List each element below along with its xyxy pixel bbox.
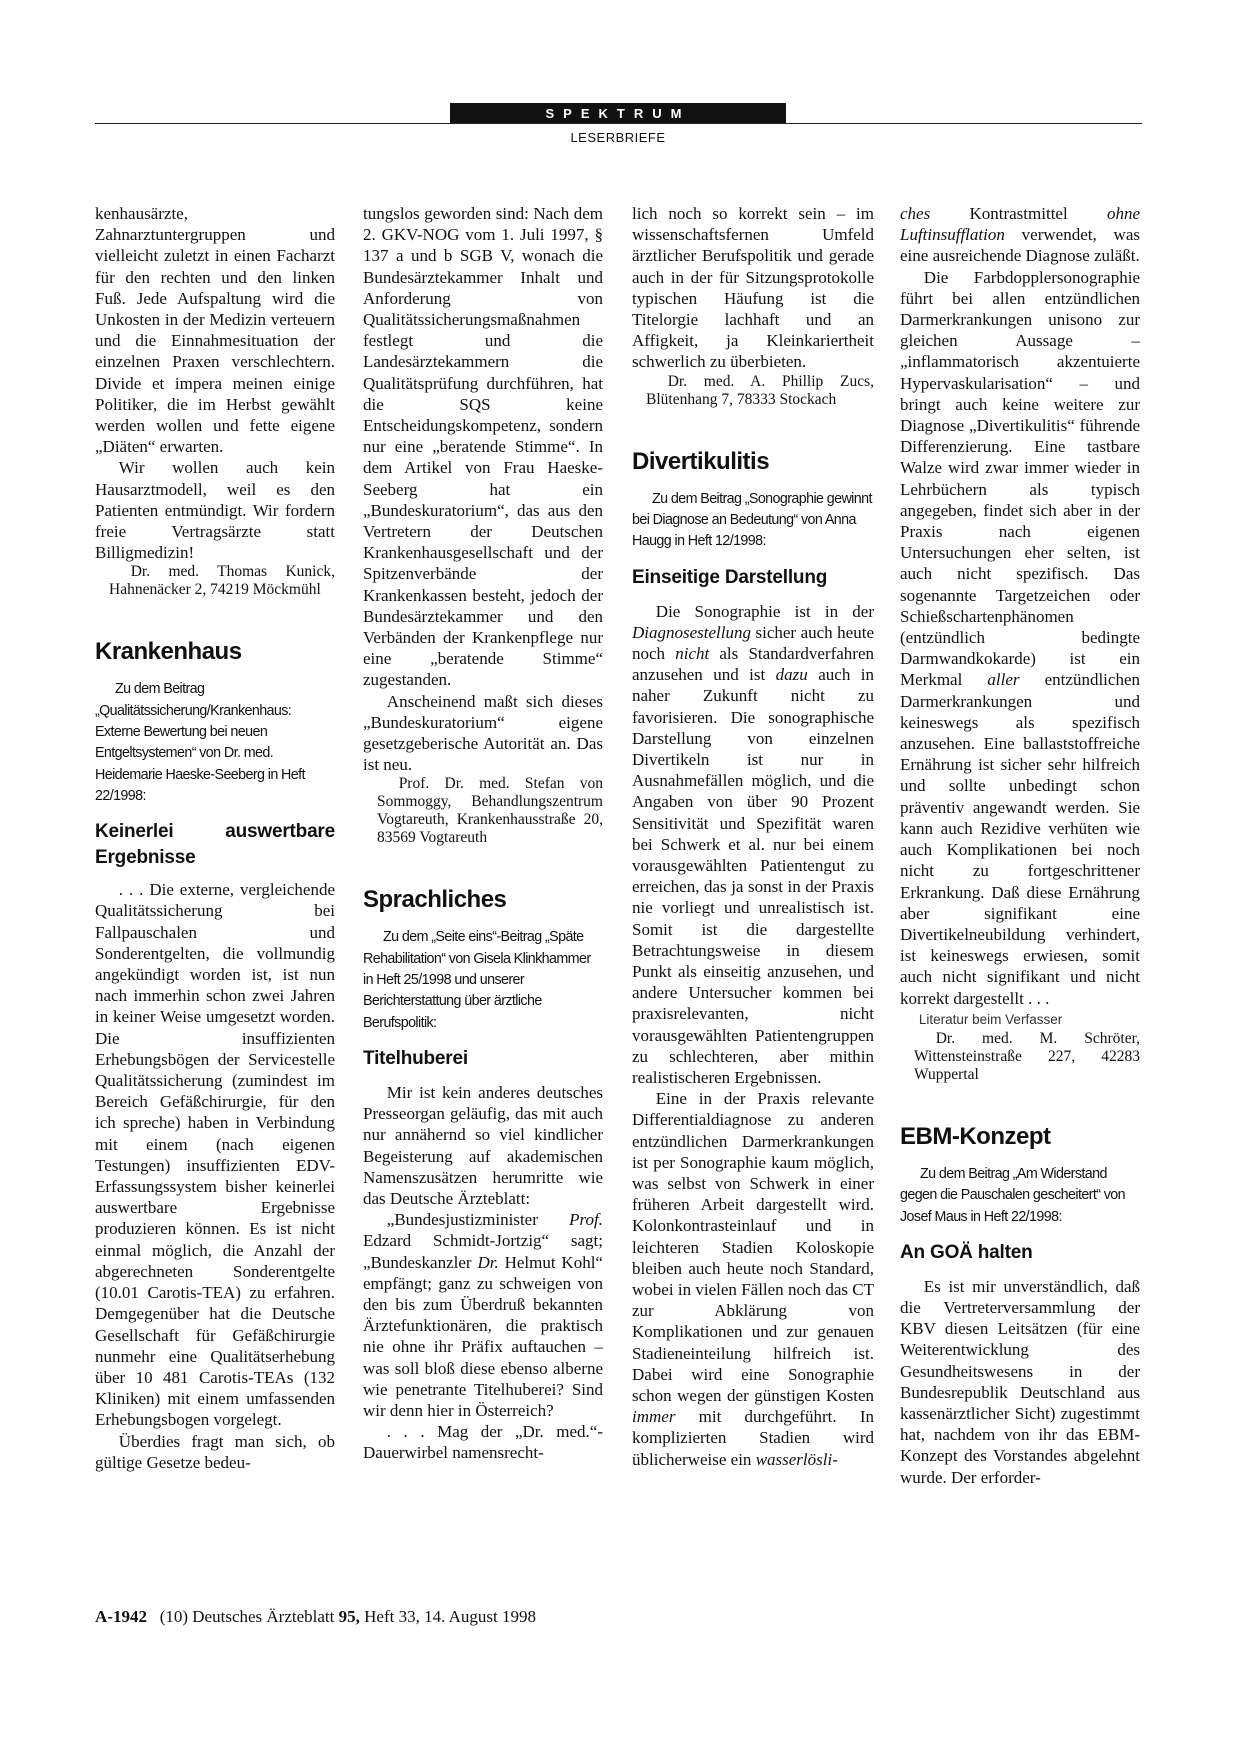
column-3 bbox=[632, 203, 874, 1470]
page-number: A-1942 bbox=[95, 1607, 147, 1626]
article-reference: Zu dem Beitrag „Qualitätssicherung/Krankenhaus: Externe Bewertung bei neuen Entgeltsystemen“ von Dr. med. Heidemarie Haeske-Seeberg in Heft 22/1998: bbox=[95, 681, 305, 804]
section-title: Sprachliches bbox=[363, 886, 507, 914]
paragraph: ches Kontrastmittel ohne Luftinsufflation verwendet, was eine ausreichende Diagnose zuläßt. bbox=[900, 204, 1140, 266]
issue-date: Heft 33, 14. August 1998 bbox=[364, 1607, 537, 1626]
paragraph: Die Farbdopplersonographie führt bei allen entzündlichen Darmerkrankungen unisono zur gleichen Aussage – „inflammatorisch akzentuierte Hypervaskularisation“ – und bringt auch keine weitere zur Diagnose „Divertikulitis“ führende Differenzierung. Eine tastbare Walze wird zwar immer wieder in Lehrbüchern als typisch angegeben, findet sich aber in der Praxis nach eigenen Untersuchungen eher selten, ist auch nicht spezifisch. Das sogenannte Targetzeichen oder Schießschartenphänomen (entzündlich bedingte Darmwandkokarde) ist ein Merkmal aller entzündlichen Darmerkrankungen und keineswegs als spezifisch anzusehen. Eine ballaststoffreiche Ernährung ist sicher sehr hilfreich und sollte unbedingt schon präventiv angewandt werden. Sie kann auch Rezidive verhüten wie auch Komplikationen bei noch nicht zu fortgeschrittener Erkrankung. Daß diese Ernährung aber signifikant eine Divertikelneubildung verhindert, ist keineswegs erwiesen, somit auch nicht signifikant und nicht korrekt dargestellt . . . bbox=[900, 267, 1140, 1008]
signature: Prof. Dr. med. Stefan von Sommoggy, Behandlungszentrum Vogtareuth, Krankenhausstraße 20, 83569 Vogtareuth bbox=[377, 775, 603, 847]
signature: Dr. med. M. Schröter, Wittensteinstraße 227, 42283 Wuppertal bbox=[914, 1029, 1140, 1083]
column-1 bbox=[95, 203, 335, 1473]
page-footer bbox=[95, 1607, 536, 1627]
journal-name: Deutsches Ärzteblatt bbox=[192, 1607, 335, 1626]
article-reference: Zu dem Beitrag „Sonographie gewinnt bei Diagnose an Bedeutung“ von Anna Haugg in Heft 12/1998: bbox=[632, 490, 872, 550]
subsection-name: LESERBRIEFE bbox=[570, 130, 666, 145]
paragraph: Die Sonographie ist in der Diagnosestellung sicher auch heute noch nicht als Standardverfahren anzusehen und ist dazu auch in naher Zukunft nicht zu favorisieren. Die sonographische Darstellung von einzelnen Divertikeln ist nur in Ausnahmefällen möglich, und die Angaben von über 90 Prozent Sensitivität und Spezifität waren bei Schwerk et al. nur bei einem vorausgewählten Patientengut zu erreichen, das ja sonst in der Praxis nie vorliegt und unrealistisch ist. Somit ist die dargestellte Betrachtungsweise in diesem Punkt als einseitig anzusehen, und andere Untersucher kommen bei praxisrelevanten, nicht vorausgewählten Patientengruppen zu schlechteren, aber mithin realistischeren Ergebnissen. bbox=[632, 601, 874, 1087]
header-rule bbox=[95, 123, 1142, 124]
paragraph: tungslos geworden sind: Nach dem 2. GKV-NOG vom 1. Juli 1997, § 137 a und b SGB V, wonach die Bundesärztekammer Inhalt und Anforderung von Qualitätssicherungsmaßnahmen festlegt und die Landesärztekammern die Qualitätsprüfung durchführen, hat die SQS keine Entscheidungskompetenz, sondern nur eine „beratende Stimme“. In dem Artikel von Frau Haeske-Seeberg hat ein „Bundeskuratorium“, das aus den Vertretern der Deutschen Krankenhausgesellschaft und der Spitzenverbände der Krankenkassen besteht, jedoch der Bundesärztekammer und den Verbänden der Krankenpflege nur eine „beratende Stimme“ zugestanden. bbox=[363, 204, 603, 690]
signature: Dr. med. A. Phillip Zucs, Blütenhang 7, 78333 Stockach bbox=[646, 372, 874, 408]
letter-headline: Keinerlei auswertbare Ergebnisse bbox=[95, 821, 335, 869]
paragraph: Mir ist kein anderes deutsches Presseorgan geläufig, das mit auch nur annähernd so viel kindlicher Begeisterung auf akademischen Namenszusätzen herumritte wie das Deutsche Ärzteblatt: bbox=[363, 1082, 603, 1208]
volume: 95, bbox=[338, 1607, 360, 1626]
column-4 bbox=[900, 203, 1140, 1488]
section-banner bbox=[450, 103, 786, 124]
paragraph: Eine in der Praxis relevante Differentialdiagnose zu anderen entzündlichen Darmerkrankungen ist per Sonographie kaum möglich, was selbst von Schwerk in einer früheren Arbeit dargestellt wird. Kolonkontrasteinlauf und in leichteren Stadien Koloskopie bleiben auch heute noch Standard, wobei in vielen Fällen noch das CT zur Abklärung von Komplikationen und zur genauen Stadieneinteilung hilfreich ist. Dabei wird eine Sonographie schon wegen der günstigen Kosten immer mit durchgeführt. In komplizierten Stadien wird üblicherweise ein wasserlösli- bbox=[632, 1089, 874, 1469]
paragraph: . . . Die externe, vergleichende Qualitätssicherung bei Fallpauschalen und Sonderentgelten, die vollmundig angekündigt worden ist, ist nun nach immerhin schon zwei Jahren in keiner Weise umgesetzt worden. Die insuffizienten Erhebungsbögen der Servicestelle Qualitätssicherung (zumindest im Bereich Gefäßchirurgie, für den ich spreche) haben in Verbindung mit einem (nach eigenen Testungen) insuffizienten EDV-Erfassungssystem bisher keinerlei auswertbare Ergebnisse produzieren können. Es ist nicht einmal möglich, die Anzahl der abgerechneten Sonderentgelte (10.01 Carotis-TEA) zu erfahren. Demgegenüber hat die Deutsche Gesellschaft für Gefäßchirurgie nunmehr eine Qualitätserhebung über 10 481 Carotis-TEAs (132 Kliniken) mit einem umfassenden Erhebungsbogen vorgelegt. bbox=[95, 880, 335, 1430]
article-reference: Zu dem Beitrag „Am Widerstand gegen die Pauschalen gescheitert“ von Josef Maus in Heft 22/1998: bbox=[900, 1165, 1125, 1225]
letter-headline: Einseitige Darstellung bbox=[632, 566, 828, 588]
letter-headline: Titelhuberei bbox=[363, 1047, 468, 1069]
paragraph: Überdies fragt man sich, ob gültige Gesetze bedeu- bbox=[95, 1431, 335, 1472]
paragraph: „Bundesjustizminister Prof. Edzard Schmidt-Jortzig“ sagt; „Bundeskanzler Dr. Helmut Kohl“ empfängt; ganz zu schweigen von den bis zum Überdruß bekannten Ärztefunktionären, die praktisch nie ohne ihr Präfix auftauchen – was soll bloß diese ebenso alberne wie penetrante Titelhuberei? Sind wir denn hier in Österreich? bbox=[363, 1210, 603, 1421]
paragraph: lich noch so korrekt sein – im wissenschaftsfernen Umfeld ärztlicher Berufspolitik und gerade auch in der für Sitzungsprotokolle typischen Häufung ist die Titelorgie lachhaft und an Affigkeit, ja Kleinkariertheit schwerlich zu überbieten. bbox=[632, 204, 874, 372]
section-title: Divertikulitis bbox=[632, 447, 770, 475]
paragraph: . . . Mag der „Dr. med.“-Dauerwirbel namensrecht- bbox=[363, 1422, 603, 1463]
section-title: Krankenhaus bbox=[95, 638, 242, 666]
paragraph: Es ist mir unverständlich, daß die Vertreterversammlung der KBV diesen Leitsätzen (für eine Weiterentwicklung des Gesundheitswesens in der Bundesrepublik Deutschland aus kassenärztlicher Sicht) zugestimmt hat, nachdem von ihr das EBM-Konzept des Vorstandes abgelehnt wurde. Der erforder- bbox=[900, 1276, 1140, 1487]
section-title: EBM-Konzept bbox=[900, 1122, 1051, 1150]
signature: Dr. med. Thomas Kunick, Hahnenäcker 2, 74219 Möckmühl bbox=[109, 563, 335, 599]
column-2 bbox=[363, 203, 603, 1464]
literature-note: Literatur beim Verfasser bbox=[918, 1011, 1063, 1027]
paragraph: Wir wollen auch kein Hausarztmodell, weil es den Patienten entmündigt. Wir fordern freie Vertragsärzte statt Billigmedizin! bbox=[95, 458, 335, 563]
paragraph: kenhausärzte, Zahnarztuntergruppen und vielleicht zuletzt in einen Facharzt für den rechten und den linken Fuß. Jede Aufspaltung wird die Unkosten in der Medizin verteuern und die Einnahmesituation der einzelnen Praxen verschlechtern. Divide et impera meinen einige Politiker, die im Herbst gewählt werden wollen und fette eigene „Diäten“ erwarten. bbox=[95, 204, 335, 457]
paragraph: Anscheinend maßt sich dieses „Bundeskuratorium“ eigene gesetzgeberische Autorität an. Das ist neu. bbox=[363, 691, 603, 775]
article-reference: Zu dem „Seite eins“-Beitrag „Späte Rehabilitation“ von Gisela Klinkhammer in Heft 25/1998 und unserer Berichterstattung über ärztliche Berufspolitik: bbox=[363, 929, 591, 1031]
letter-headline: An GOÄ halten bbox=[900, 1241, 1033, 1263]
issue-page: (10) bbox=[159, 1607, 189, 1626]
section-name: SPEKTRUM bbox=[545, 106, 691, 121]
